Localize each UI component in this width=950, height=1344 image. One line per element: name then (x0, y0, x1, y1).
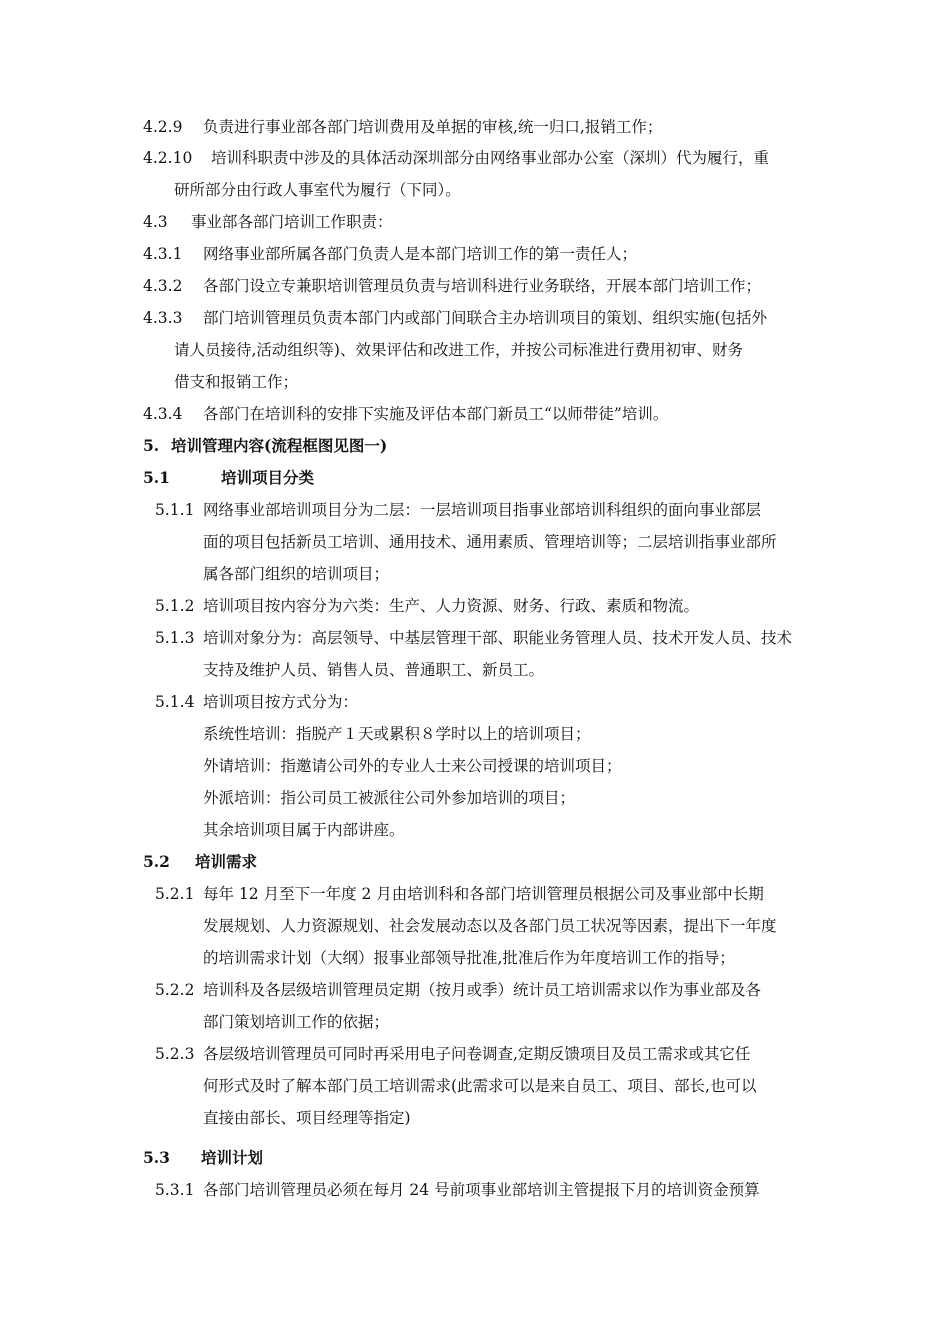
heading-text: 培训管理内容(流程框图见图一) (171, 436, 388, 455)
clause-4-3-3-cont (174, 340, 743, 360)
clause-number: 5.2.1 (155, 885, 195, 903)
clause-text: 何形式及时了解本部门员工培训需求(此需求可以是来自员工、项目、部长,也可以 (203, 1077, 757, 1095)
clause-4-3-1 (143, 244, 637, 264)
clause-text: 发展规划、人力资源规划、社会发展动态以及各部门员工状况等因素，提出下一年度 (203, 917, 777, 935)
clause-text: 培训项目按内容分为六类：生产、人力资源、财务、行政、素质和物流。 (203, 597, 700, 615)
heading-text: 培训计划 (201, 1148, 264, 1167)
clause-5-1-4 (155, 692, 358, 712)
clause-number: 5.3.1 (155, 1181, 195, 1199)
clause-text: 各部门在培训科的安排下实施及评估本部门新员工“以师带徒”培训。 (203, 405, 669, 423)
clause-text: 培训科及各层级培训管理员定期（按月或季）统计员工培训需求以作为事业部及各 (203, 981, 762, 999)
clause-text: 培训对象分为：高层领导、中基层管理干部、职能业务管理人员、技术开发人员、技术 (203, 629, 793, 647)
clause-number: 5.1.4 (155, 693, 195, 711)
clause-5-2-1-cont (203, 948, 735, 968)
clause-text: 培训项目按方式分为： (203, 693, 359, 711)
clause-4-2-10 (143, 148, 769, 168)
clause-text: 直接由部长、项目经理等指定) (203, 1109, 411, 1127)
clause-5-2-1-cont (203, 916, 777, 936)
heading-5-3 (143, 1148, 263, 1168)
list-item (203, 788, 575, 808)
clause-4-3-3 (143, 308, 767, 328)
clause-text: 系统性培训：指脱产１天或累积８学时以上的培训项目； (203, 725, 591, 743)
clause-number: 5.3 (143, 1148, 170, 1167)
clause-text: 每年 12 月至下一年度 2 月由培训科和各部门培训管理员根据公司及事业部中长期 (203, 885, 764, 903)
clause-text: 支持及维护人员、销售人员、普通职工、新员工。 (203, 661, 545, 679)
clause-text: 面的项目包括新员工培训、通用技术、通用素质、管理培训等；二层培训指事业部所 (203, 533, 777, 551)
clause-4-2-10-cont (174, 180, 461, 200)
clause-number: 5.2.3 (155, 1045, 195, 1063)
clause-number: 5.2.2 (155, 981, 195, 999)
clause-4-3-4 (143, 404, 668, 424)
clause-number: 4.3.2 (143, 277, 183, 295)
list-item (203, 724, 591, 744)
clause-5-2-3-cont (203, 1108, 411, 1128)
clause-text: 研所部分由行政人事室代为履行（下同）。 (174, 181, 461, 199)
clause-number: 5.1.1 (155, 501, 195, 519)
clause-text: 借支和报销工作； (174, 373, 299, 391)
clause-5-1-1-cont (203, 564, 389, 584)
clause-5-1-3-cont (203, 660, 544, 680)
clause-text: 网络事业部培训项目分为二层：一层培训项目指事业部培训科组织的面向事业部层 (203, 501, 762, 519)
clause-text: 各层级培训管理员可同时再采用电子问卷调查,定期反馈项目及员工需求或其它任 (203, 1045, 751, 1063)
clause-text: 各部门培训管理员必须在每月 24 号前项事业部培训主管提报下月的培训资金预算 (203, 1181, 760, 1199)
clause-text: 属各部门组织的培训项目； (203, 565, 390, 583)
clause-text: 部门策划培训工作的依据； (203, 1013, 390, 1031)
clause-text: 各部门设立专兼职培训管理员负责与培训科进行业务联络，开展本部门培训工作； (203, 277, 762, 295)
clause-number: 5. (143, 436, 160, 455)
clause-number: 4.2.9 (143, 118, 183, 136)
heading-5-1 (143, 468, 314, 488)
clause-number: 5.2 (143, 852, 170, 871)
clause-5-1-1-cont (203, 532, 777, 552)
clause-5-2-3-cont (203, 1076, 756, 1096)
clause-text: 的培训需求计划（大纲）报事业部领导批准,批准后作为年度培训工作的指导； (203, 949, 735, 967)
clause-number: 4.3 (143, 213, 168, 231)
clause-number: 4.3.1 (143, 245, 183, 263)
clause-5-2-2-cont (203, 1012, 389, 1032)
clause-text: 请人员接待,活动组织等)、效果评估和改进工作，并按公司标准进行费用初审、财务 (174, 341, 743, 359)
clause-5-1-2 (155, 596, 699, 616)
clause-number: 4.3.4 (143, 405, 183, 423)
clause-text: 部门培训管理员负责本部门内或部门间联合主办培训项目的策划、组织实施(包括外 (203, 309, 768, 327)
list-item (203, 820, 405, 840)
clause-text: 负责进行事业部各部门培训费用及单据的审核,统一归口,报销工作； (203, 118, 663, 136)
heading-text: 培训需求 (195, 852, 258, 871)
clause-number: 5.1.3 (155, 629, 195, 647)
heading-5 (143, 436, 387, 456)
clause-text: 培训科职责中涉及的具体活动深圳部分由网络事业部办公室（深圳）代为履行，重 (211, 149, 770, 167)
clause-text: 外派培训：指公司员工被派往公司外参加培训的项目； (203, 789, 576, 807)
clause-text: 网络事业部所属各部门负责人是本部门培训工作的第一责任人； (203, 245, 638, 263)
clause-number: 4.3.3 (143, 309, 183, 327)
clause-5-3-1 (155, 1180, 760, 1200)
clause-number: 4.2.10 (143, 149, 193, 167)
list-item (203, 756, 622, 776)
clause-number: 5.1 (143, 468, 170, 487)
heading-5-2 (143, 852, 257, 872)
clause-4-3-3-cont (174, 372, 298, 392)
clause-5-2-2 (155, 980, 761, 1000)
clause-number: 5.1.2 (155, 597, 195, 615)
clause-text: 其余培训项目属于内部讲座。 (203, 821, 405, 839)
clause-4-3-2 (143, 276, 761, 296)
clause-4-2-9 (143, 117, 662, 137)
section-4-3 (143, 212, 393, 232)
clause-5-1-3 (155, 628, 792, 648)
clause-5-2-3 (155, 1044, 750, 1064)
heading-text: 培训项目分类 (221, 468, 315, 487)
clause-5-1-1 (155, 500, 761, 520)
clause-text: 事业部各部门培训工作职责： (191, 213, 393, 231)
clause-text: 外请培训：指邀请公司外的专业人士来公司授课的培训项目； (203, 757, 622, 775)
clause-5-2-1 (155, 884, 764, 904)
